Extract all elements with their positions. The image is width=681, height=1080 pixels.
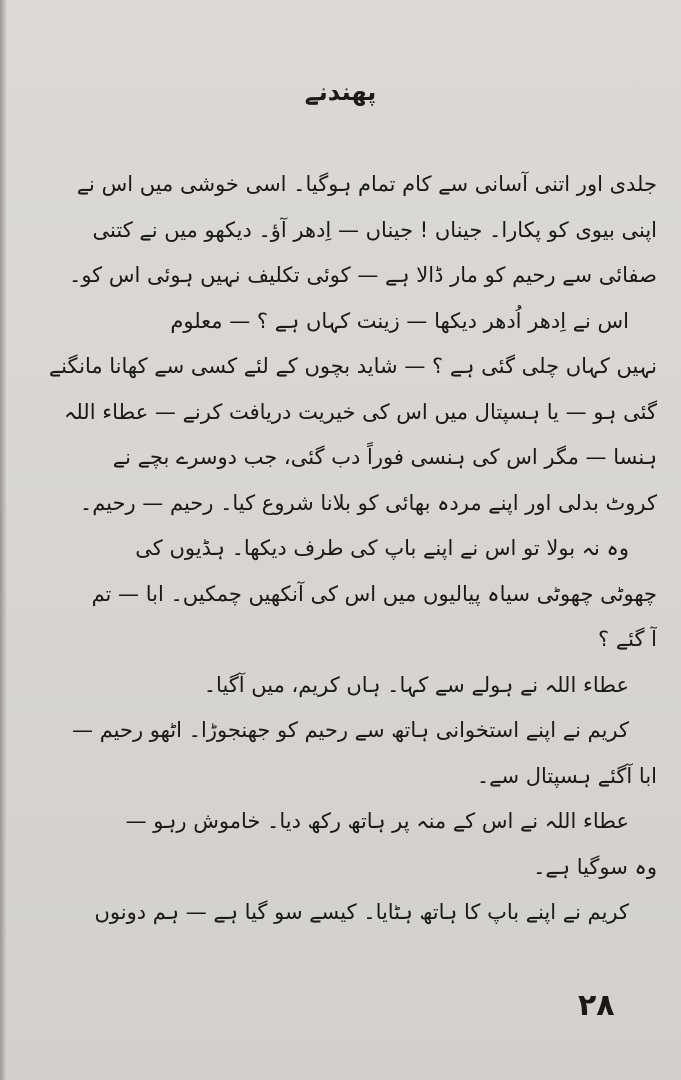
page-header-title: پھندنے <box>304 78 377 106</box>
text-line: وہ سوگیا ہے۔ <box>533 854 657 879</box>
text-line: جلدی اور اتنی آسانی سے کام تمام ہوگیا۔ اسی خوشی میں اس نے <box>76 172 657 196</box>
text-line: کریم نے اپنے باپ کا ہاتھ ہٹایا۔ کیسے سو گیا ہے — ہم دونوں <box>94 900 629 924</box>
text-line: صفائی سے رحیم کو مار ڈالا ہے — کوئی تکلیف نہیں ہوئی اس کو۔ <box>69 263 657 287</box>
text-line: ابا آگئے ہسپتال سے۔ <box>476 763 657 788</box>
text-line: اس نے اِدھر اُدھر دیکھا — زینت کہاں ہے ؟ — معلوم <box>170 308 629 333</box>
text-line: نہیں کہاں چلی گئی ہے ؟ — شاید بچوں کے لئے کسی سے کھانا مانگنے <box>48 354 657 378</box>
text-line: چھوٹی چھوٹی سیاہ پیالیوں میں اس کی آنکھیں چمکیں۔ ابا — تم <box>91 581 657 606</box>
page-binding-edge <box>0 0 6 1080</box>
page-body <box>36 162 657 936</box>
text-line: ہنسا — مگر اس کی ہنسی فوراً دب گئی، جب دوسرے بچے نے <box>112 445 657 469</box>
text-line: عطاء اللہ نے ہولے سے کہا۔ ہاں کریم، میں آگیا۔ <box>203 672 629 697</box>
text-line: آ گئے ؟ <box>598 627 657 651</box>
page-number: ۲۸ <box>578 988 615 1023</box>
text-line: اپنی بیوی کو پکارا۔ جیناں ! جیناں — اِدھر آؤ۔ دیکھو میں نے کتنی <box>92 217 657 242</box>
text-line: عطاء اللہ نے اس کے منہ پر ہاتھ رکھ دیا۔ خاموش رہو — <box>125 809 629 833</box>
text-line: گئی ہو — یا ہسپتال میں اس کی خیریت دریافت کرنے — عطاء اللہ <box>64 399 657 424</box>
text-line: وہ نہ بولا تو اس نے اپنے باپ کی طرف دیکھا۔ ہڈیوں کی <box>135 536 629 560</box>
text-line: کریم نے اپنے استخوانی ہاتھ سے رحیم کو جھنجوڑا۔ اٹھو رحیم — <box>72 718 629 742</box>
text-line: کروٹ بدلی اور اپنے مردہ بھائی کو بلانا شروع کیا۔ رحیم — رحیم۔ <box>79 490 657 515</box>
